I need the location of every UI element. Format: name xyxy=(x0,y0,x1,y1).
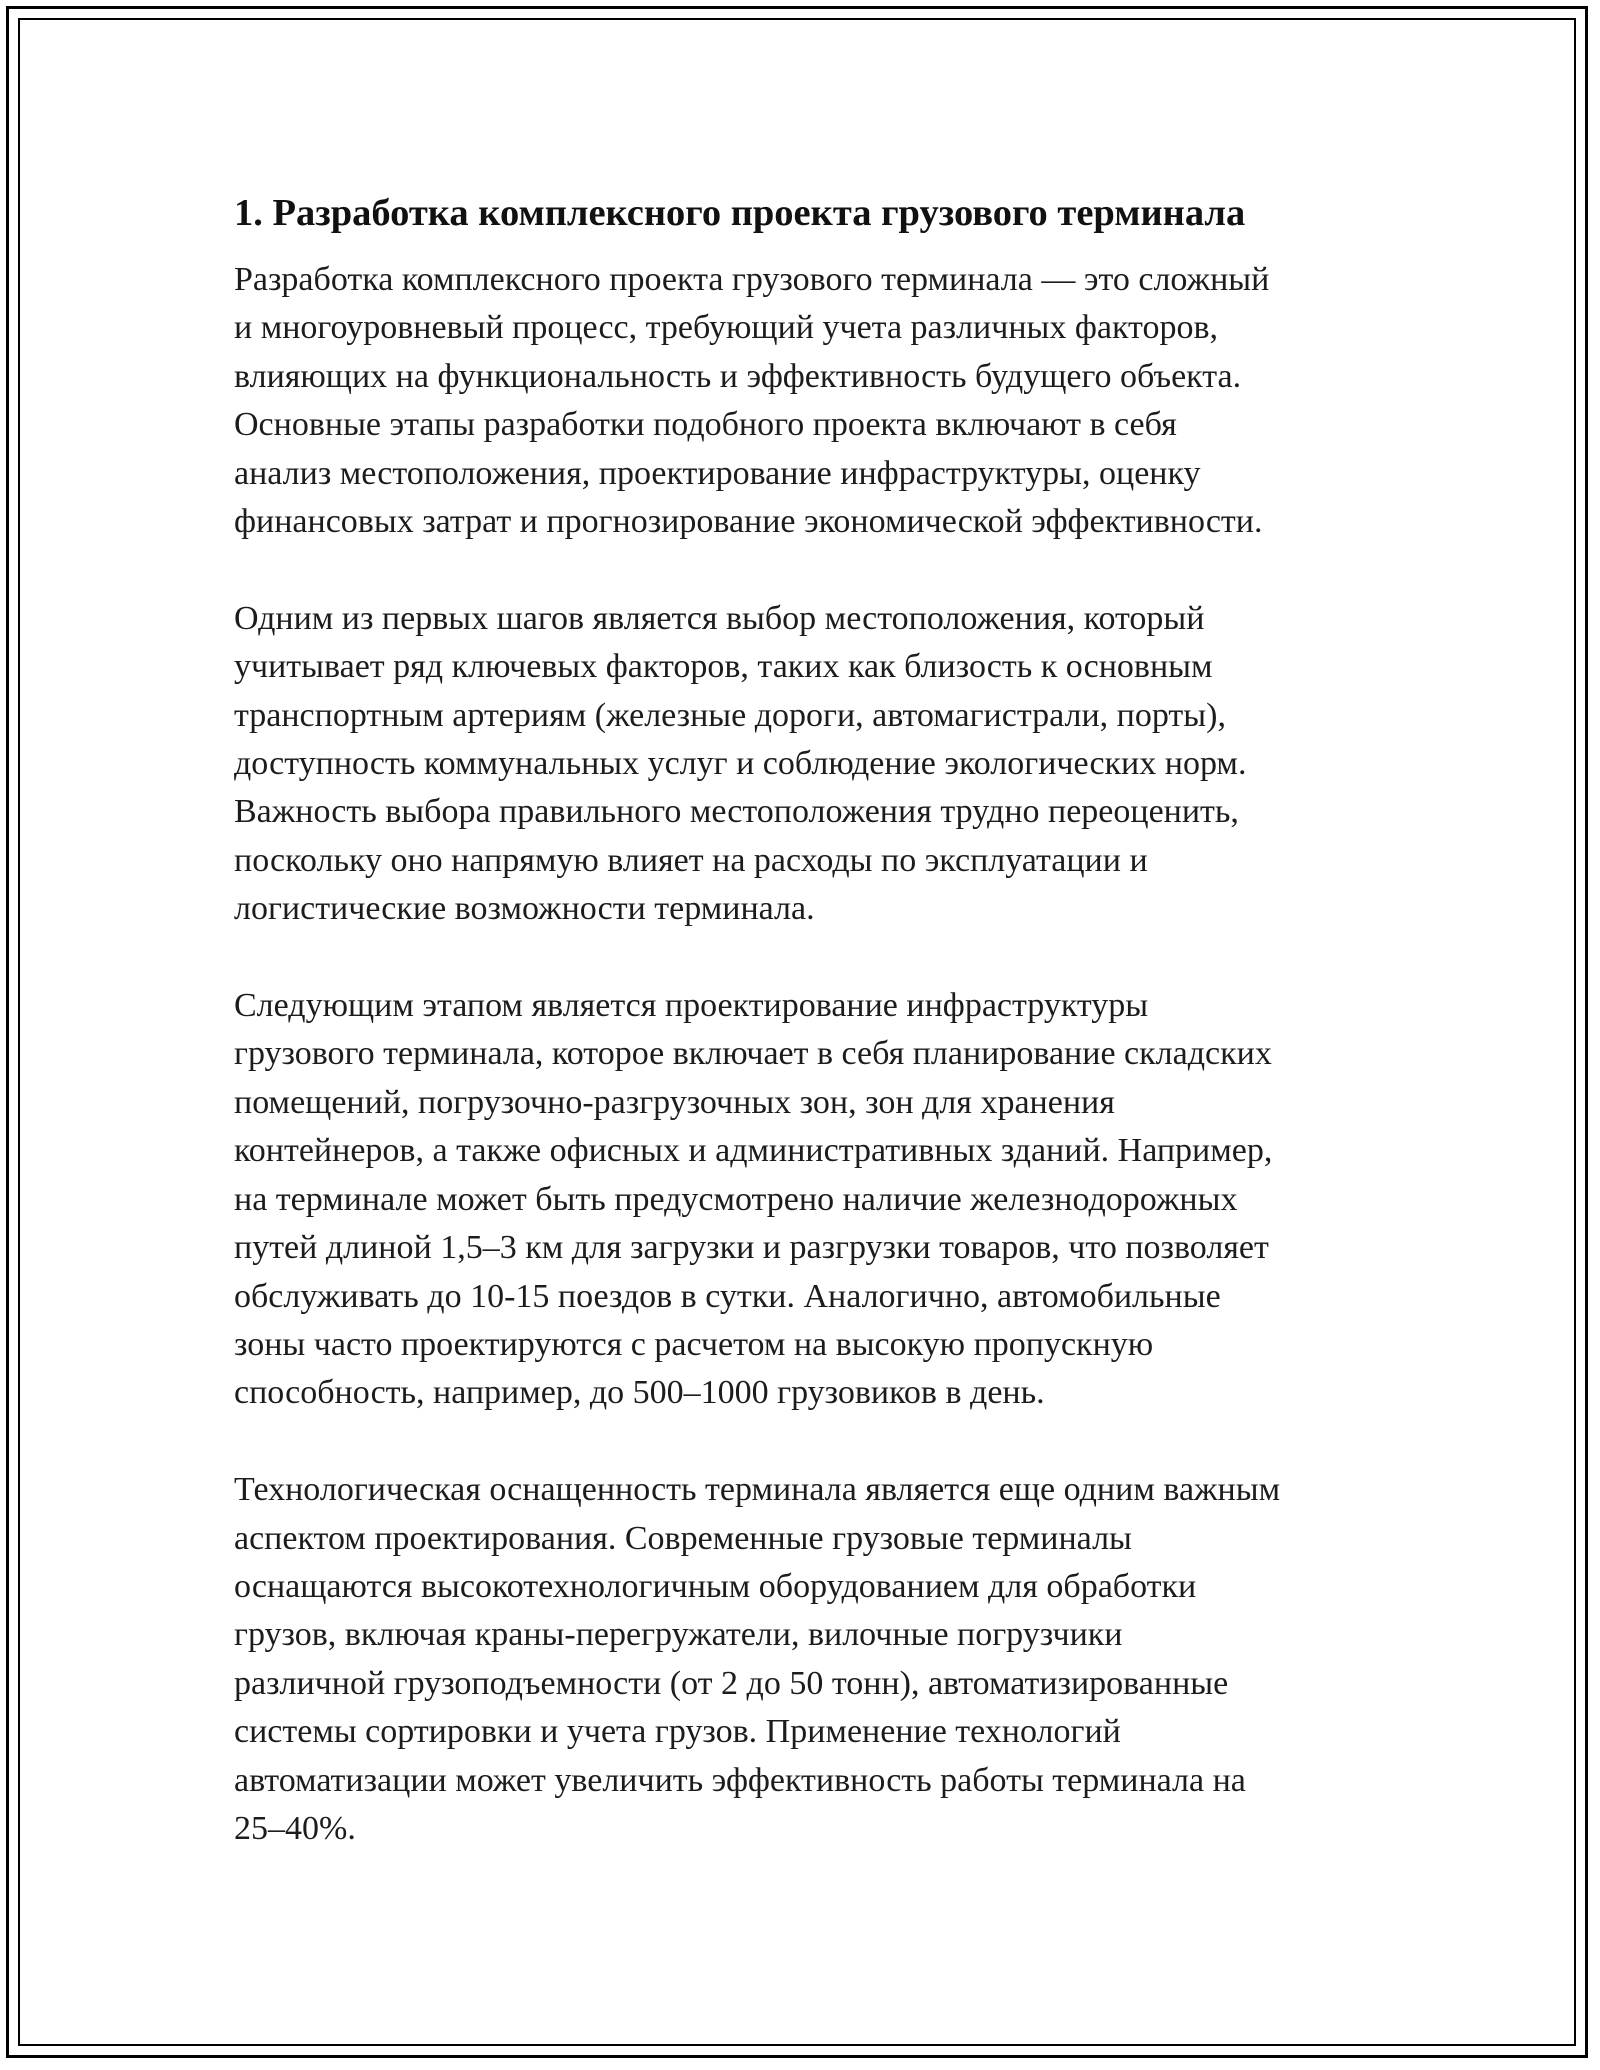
text-line: автоматизации может увеличить эффективность работы терминала на xyxy=(234,1761,1246,1799)
text-line: системы сортировки и учета грузов. Применение технологий xyxy=(234,1713,1121,1751)
text-line: Важность выбора правильного местоположения трудно переоценить, xyxy=(234,793,1239,831)
text-line: Разработка комплексного проекта грузового терминала — это сложный xyxy=(234,261,1270,298)
text-line: обслуживать до 10-15 поездов в сутки. Аналогично, автомобильные xyxy=(234,1277,1221,1315)
text-line: транспортным артериям (железные дороги, автомагистрали, порты), xyxy=(234,696,1226,734)
text-line: различной грузоподъемности (от 2 до 50 тонн), автоматизированные xyxy=(234,1664,1229,1702)
paragraph-infrastructure xyxy=(234,982,1374,1418)
text-line: Следующим этапом является проектирование инфраструктуры xyxy=(234,987,1149,1025)
text-line: контейнеров, а также офисных и административных зданий. Например, xyxy=(234,1132,1273,1170)
document-body xyxy=(234,186,1374,1853)
text-line: грузового терминала, которое включает в себя планирование складских xyxy=(234,1035,1272,1073)
section-heading: 1. Разработка комплексного проекта грузового терминала xyxy=(234,192,1246,234)
paragraph-intro xyxy=(234,256,1374,546)
text-line: влияющих на функциональность и эффективность будущего объекта. xyxy=(234,357,1242,395)
text-line: Основные этапы разработки подобного проекта включают в себя xyxy=(234,406,1177,444)
text-line: зоны часто проектируются с расчетом на высокую пропускную xyxy=(234,1325,1154,1363)
text-line: путей длиной 1,5–3 км для загрузки и разгрузки товаров, что позволяет xyxy=(234,1229,1269,1267)
text-line: и многоуровневый процесс, требующий учета различных факторов, xyxy=(234,309,1219,347)
text-line: анализ местоположения, проектирование инфраструктуры, оценку xyxy=(234,454,1201,492)
text-line: 25–40%. xyxy=(234,1809,356,1847)
text-line: доступность коммунальных услуг и соблюдение экологических норм. xyxy=(234,745,1247,783)
text-line: оснащаются высокотехнологичным оборудованием для обработки xyxy=(234,1567,1197,1605)
text-line: помещений, погрузочно-разгрузочных зон, зон для хранения xyxy=(234,1083,1115,1121)
text-line: грузов, включая краны-перегружатели, вилочные погрузчики xyxy=(234,1616,1123,1654)
text-line: аспектом проектирования. Современные грузовые терминалы xyxy=(234,1519,1132,1557)
text-line: учитывает ряд ключевых факторов, таких как близость к основным xyxy=(234,648,1213,686)
text-line: способность, например, до 500–1000 грузовиков в день. xyxy=(234,1374,1045,1412)
text-line: логистические возможности терминала. xyxy=(234,890,815,928)
text-line: Одним из первых шагов является выбор местоположения, который xyxy=(234,599,1205,637)
text-line: поскольку оно напрямую влияет на расходы по эксплуатации и xyxy=(234,841,1148,879)
text-line: финансовых затрат и прогнозирование экономической эффективности. xyxy=(234,503,1263,541)
paragraph-technology xyxy=(234,1466,1374,1853)
paragraph-location xyxy=(234,595,1374,934)
text-line: на терминале может быть предусмотрено наличие железнодорожных xyxy=(234,1180,1238,1218)
text-line: Технологическая оснащенность терминала является еще одним важным xyxy=(234,1471,1281,1509)
